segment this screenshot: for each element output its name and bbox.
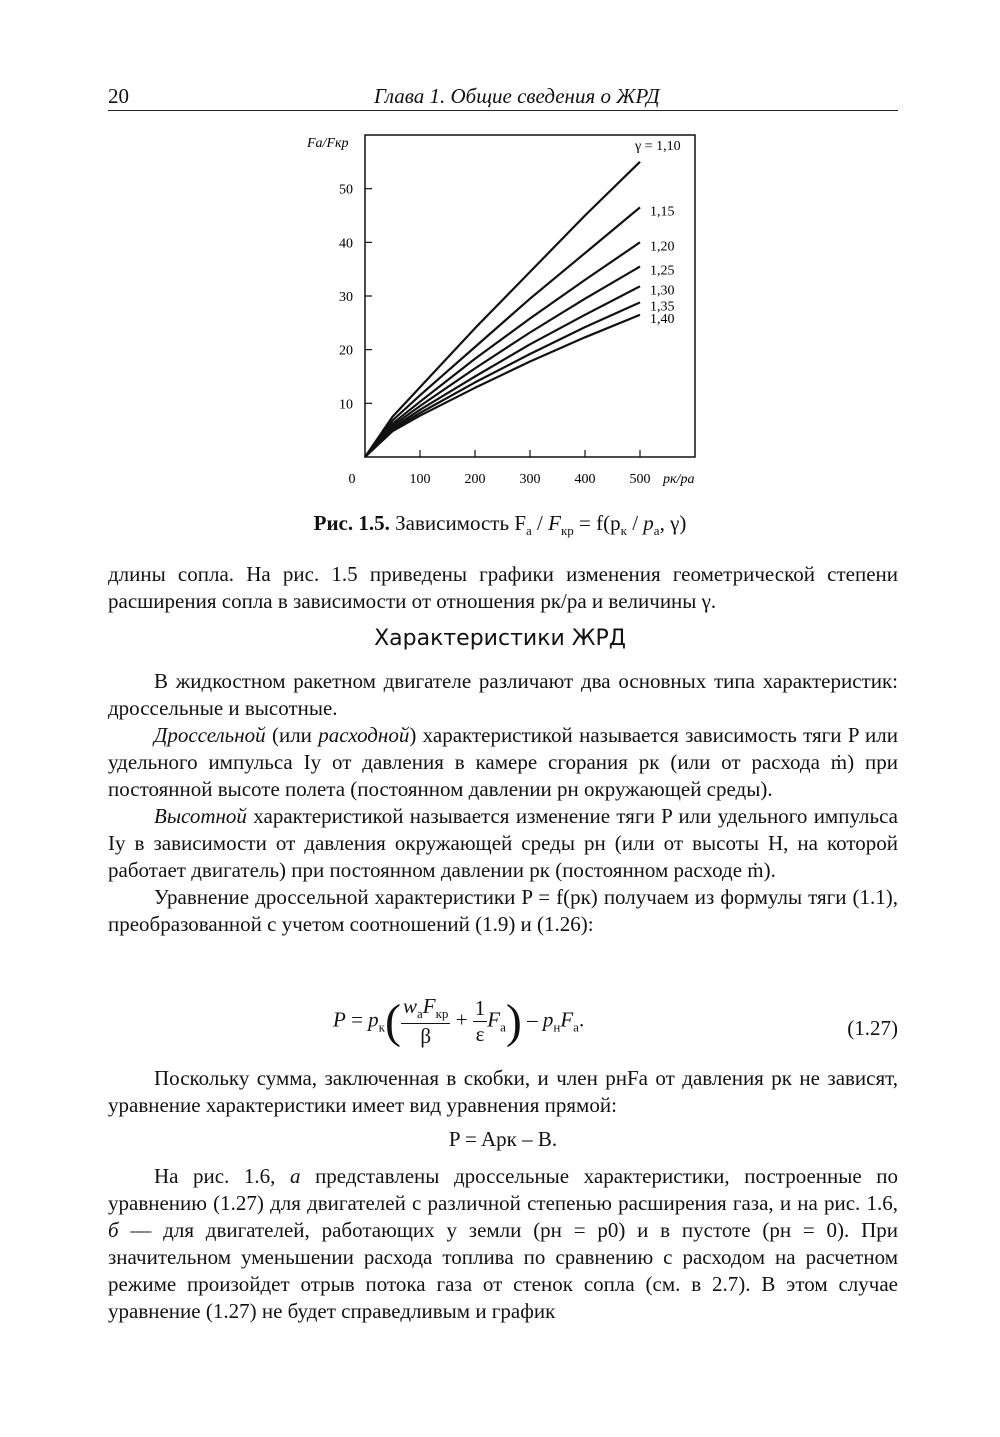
y-axis-label: Fa/Fкр: [307, 136, 349, 151]
caption-text: Зависимость F: [395, 511, 526, 535]
series-label: 1,25: [650, 263, 675, 279]
figure-1-5: [300, 120, 720, 500]
y-tick-label: 50: [339, 182, 353, 198]
paragraph-5: Уравнение дроссельной характеристики P = f(pк) получаем из формулы тяги (1.1), преобразованной с учетом соотношений (1.9) и (1.26):: [108, 885, 898, 936]
y-tick-label: 30: [339, 290, 353, 305]
y-tick-label: 40: [339, 236, 353, 252]
equation-number: (1.27): [847, 1016, 898, 1040]
series-label: 1,30: [650, 283, 675, 299]
x-tick-label: 200: [464, 472, 486, 487]
running-head: [108, 84, 898, 111]
paragraph-4: Высотной характеристикой называется изменение тяги P или удельного импульса Iу в зависимости от давления окружающей среды pн (или от высоты H, на которой работает двигатель) при постоянном давлении pк (постоянном расходе ṁ).: [108, 804, 898, 882]
chapter-title: Глава 1. Общие сведения о ЖРД: [374, 84, 660, 108]
equation-line: P = Apк – B.: [448, 1127, 558, 1151]
paragraph-6-block: [108, 1065, 898, 1119]
section-heading: Характеристики ЖРД: [374, 626, 626, 651]
series-label: 1,20: [650, 239, 675, 255]
paragraph-1: [108, 561, 898, 615]
equation-1-27: [108, 994, 898, 1064]
x-tick-label: 100: [409, 472, 431, 487]
paragraph-1-text: длины сопла. На рис. 1.5 приведены графики изменения геометрической степени расширения сопла в зависимости от отношения pк/pa и величины γ.: [108, 562, 898, 613]
series-label: 1,40: [650, 311, 675, 327]
body-block: [108, 668, 898, 938]
term-altitude: Высотной: [154, 804, 247, 828]
caption-formula: = f(p: [579, 511, 621, 535]
x-tick-label: 0: [348, 472, 356, 487]
paragraph-7-block: [108, 1163, 898, 1325]
page-number: 20: [108, 84, 129, 108]
equation-formula: $P = p_к$( $\frac{w_аF_{кр}}{\beta}$ + $\frac{1}{\varepsilon}$ $F_а) - p_нF_а$.: [333, 994, 585, 1048]
x-axis-label: pк/pа: [663, 472, 695, 487]
paragraph-2: В жидкостном ракетном двигателе различают два основных типа характеристик: дроссельные и высотные.: [108, 669, 898, 720]
term-flow: расходной: [318, 723, 410, 747]
series-label: 1,15: [650, 204, 675, 220]
series-line: [365, 267, 640, 458]
caption-label: Рис. 1.5.: [313, 511, 390, 535]
x-tick-label: 500: [629, 472, 651, 487]
y-tick-label: 20: [339, 343, 353, 359]
series-label: γ = 1,10: [635, 139, 681, 154]
chart-svg: [300, 120, 720, 500]
series-line: [365, 286, 640, 457]
paragraph-7: На рис. 1.6, а представлены дроссельные характеристики, построенные по уравнению (1.27) для двигателей с различной степенью расширения газа, и на рис. 1.6, б — для двигателей, работающих у земли (pн = p0) и в пустоте (pн = 0). При значительном уменьшении расхода топлива по сравнению с расходом на расчетном режиме произойдет отрыв потока газа от стенок сопла (см. в 2.7). В этом случае уравнение (1.27) не будет справедливым и график: [108, 1164, 899, 1323]
paragraph-6: Поскольку сумма, заключенная в скобки, и член pнFа от давления pк не зависят, уравнение характеристики имеет вид уравнения прямой:: [108, 1066, 898, 1117]
figure-caption: Рис. 1.5. Зависимость $F_а / F_{кр} = f(p_к / p_а$, γ): [313, 511, 687, 539]
series-line: [365, 302, 640, 457]
y-tick-label: 10: [339, 397, 353, 413]
series-line: [365, 315, 640, 457]
series-label: 1,35: [650, 299, 675, 315]
x-tick-label: 400: [574, 472, 596, 487]
x-tick-label: 300: [519, 472, 541, 487]
term-throttle: Дроссельной: [154, 723, 266, 747]
paragraph-3: Дроссельной (или расходной) характеристикой называется зависимость тяги P или удельного импульса Iу от давления в камере сгорания pк (или от расхода ṁ) при постоянной высоте полета (постоянном давлении pн окружающей среды).: [108, 723, 898, 801]
